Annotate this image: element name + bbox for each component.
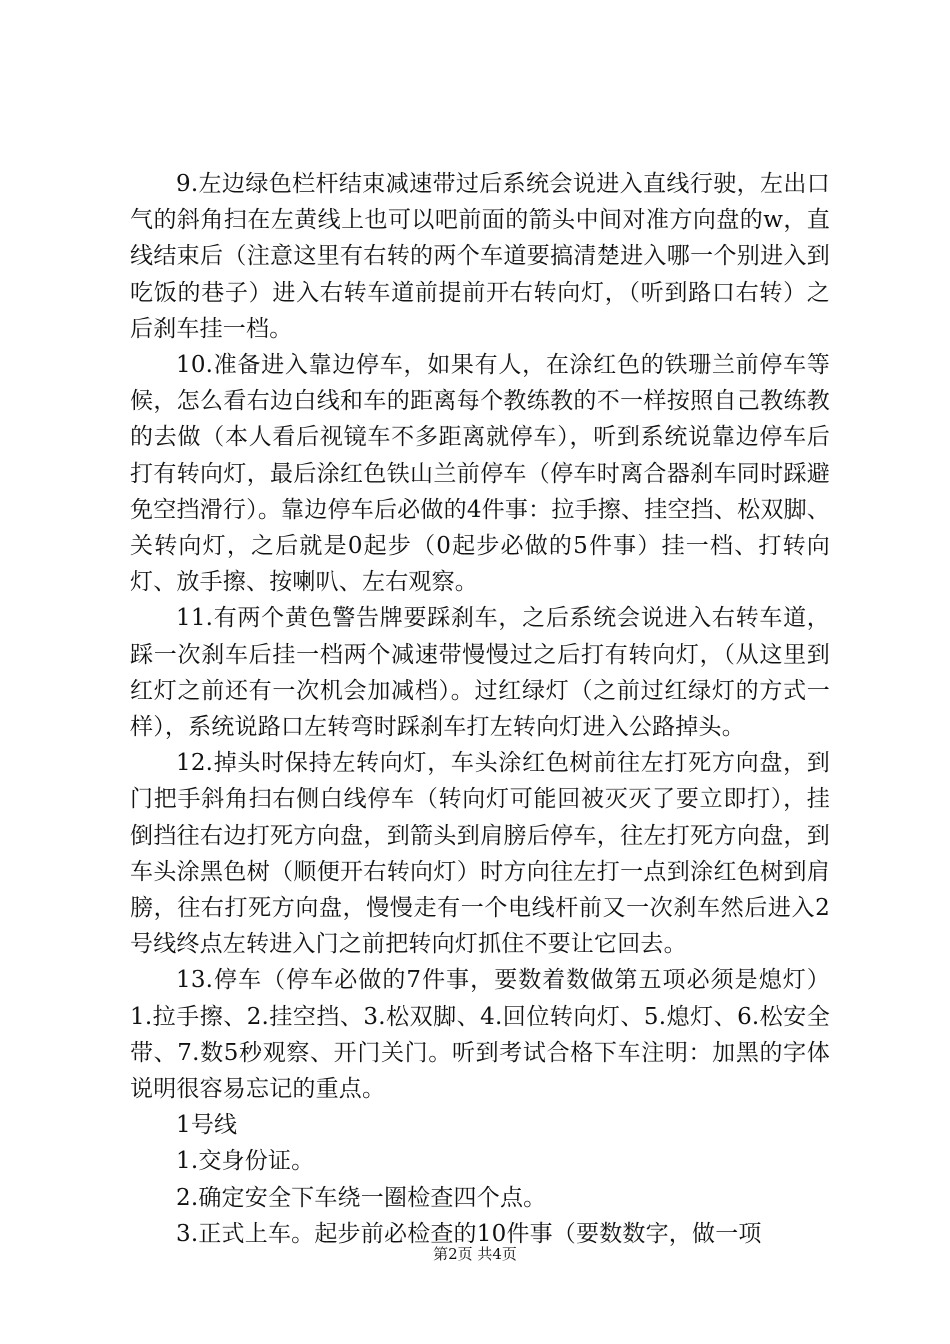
paragraph-9: 9.左边绿色栏杆结束减速带过后系统会说进入直线行驶，左出口气的斜角扫在左黄线上也可以吧前面的箭头中间对准方向盘的w，直线结束后（注意这里有右转的两个车道要搞清楚进入哪一个别进入到吃饭的巷子）进入右转车道前提前开右转向灯，（听到路口右转）之后刹车挂一档。 <box>130 171 830 342</box>
list-item-3: 3.正式上车。起步前必检查的10件事（要数数字，做一项 <box>176 1220 762 1247</box>
paragraph-10: 10.准备进入靠边停车，如果有人，在涂红色的铁珊兰前停车等候，怎么看右边白线和车的距离每个教练教的不一样按照自己教练教的去做（本人看后视镜车不多距离就停车），听到系统说靠边停车后打有转向灯，最后涂红色铁山兰前停车（停车时离合器刹车同时踩避免空挡滑行）。靠边停车后必做的4件事：拉手擦、挂空挡、松双脚、关转向灯，之后就是0起步（0起步必做的5件事）挂一档、打转向灯、放手擦、按喇叭、左右观察。 <box>130 352 830 596</box>
paragraph-12: 12.掉头时保持左转向灯，车头涂红色树前往左打死方向盘，到门把手斜角扫右侧白线停车（转向灯可能回被灭灭了要立即打），挂倒挡往右边打死方向盘，到箭头到肩膀后停车，往左打死方向盘，到车头涂黑色树（顺便开右转向灯）时方向往左打一点到涂红色树到肩膀，往右打死方向盘，慢慢走有一个电线杆前又一次刹车然后进入2号线终点左转进入门之前把转向灯抓住不要让它回去。 <box>130 750 830 958</box>
paragraph-13: 13.停车（停车必做的7件事，要数着数做第五项必须是熄灯）1.拉手擦、2.挂空挡、3.松双脚、4.回位转向灯、5.熄灯、6.松安全带、7.数5秒观察、开门关门。听到考试合格下车注明：加黑的字体说明很容易忘记的重点。 <box>130 967 830 1103</box>
section-heading-line-1: 1号线 <box>176 1112 238 1139</box>
page-number-footer: 第2页 共4页 <box>433 1245 517 1263</box>
list-item-1: 1.交身份证。 <box>176 1148 315 1175</box>
list-item-2: 2.确定安全下车绕一圈检查四个点。 <box>176 1184 547 1211</box>
document-body <box>130 166 830 1252</box>
paragraph-11: 11.有两个黄色警告牌要踩刹车，之后系统会说进入右转车道，踩一次刹车后挂一档两个减速带慢慢过之后打有转向灯，（从这里到红灯之前还有一次机会加减档）。过红绿灯（之前过红绿灯的方式一样），系统说路口左转弯时踩刹车打左转向灯进入公路掉头。 <box>130 605 830 741</box>
